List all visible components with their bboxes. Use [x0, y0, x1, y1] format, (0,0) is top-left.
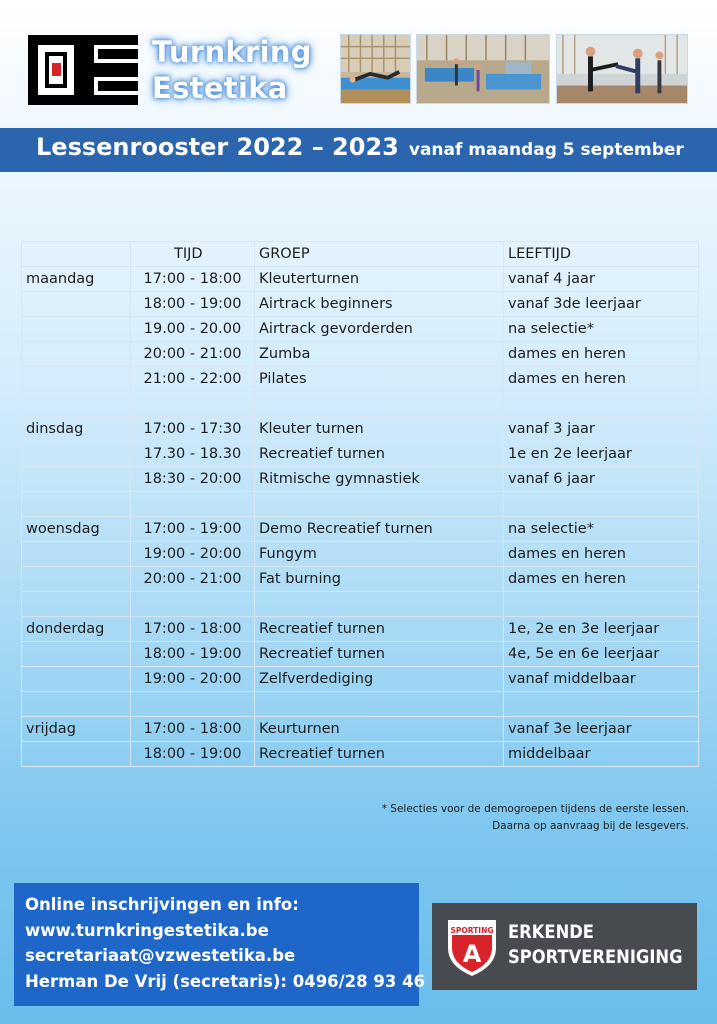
footnote-line2: Daarna op aanvraag bij de lesgevers. [492, 820, 689, 832]
group-cell [255, 692, 504, 717]
time-cell: 18:00 - 19:00 [131, 742, 255, 767]
age-cell [504, 392, 699, 417]
time-cell: 21:00 - 22:00 [131, 367, 255, 392]
day-cell [22, 442, 131, 467]
table-row [22, 517, 699, 542]
day-cell [22, 667, 131, 692]
header-time: TIJD [131, 242, 255, 267]
age-cell: na selectie* [504, 517, 699, 542]
time-cell: 17:00 - 18:00 [131, 617, 255, 642]
age-cell: dames en heren [504, 367, 699, 392]
time-cell: 20:00 - 21:00 [131, 567, 255, 592]
gymnast-on-mat-photo [340, 34, 411, 104]
time-cell: 18:00 - 19:00 [131, 642, 255, 667]
table-row [22, 467, 699, 492]
table-row [22, 492, 699, 517]
table-row [22, 317, 699, 342]
footnote-line1: * Selecties voor de demogroepen tijdens de eerste lessen. [381, 803, 689, 815]
group-cell: Recreatief turnen [255, 742, 504, 767]
group-cell [255, 392, 504, 417]
sporting-a-shield-icon [444, 914, 500, 978]
group-cell: Kleuter turnen [255, 417, 504, 442]
table-row [22, 592, 699, 617]
day-cell [22, 492, 131, 517]
group-cell: Zelfverdediging [255, 667, 504, 692]
table-row [22, 542, 699, 567]
time-cell: 19:00 - 20:00 [131, 667, 255, 692]
club-name-line2: Estetika [152, 71, 288, 105]
day-cell: vrijdag [22, 717, 131, 742]
time-cell [131, 592, 255, 617]
group-cell: Kleuterturnen [255, 267, 504, 292]
day-cell: maandag [22, 267, 131, 292]
club-name-line1: Turnkring [152, 35, 312, 69]
table-row [22, 717, 699, 742]
day-cell [22, 642, 131, 667]
gym-hall-children-photo [416, 34, 550, 104]
recognized-club-badge [432, 903, 697, 990]
group-cell: Fungym [255, 542, 504, 567]
time-cell: 17:00 - 19:00 [131, 517, 255, 542]
header [0, 0, 717, 120]
age-cell: vanaf 3de leerjaar [504, 292, 699, 317]
group-cell: Recreatief turnen [255, 642, 504, 667]
day-cell: woensdag [22, 517, 131, 542]
day-cell [22, 367, 131, 392]
time-cell [131, 692, 255, 717]
secretary-contact: Herman De Vrij (secretaris): 0496/28 93 46 [25, 971, 426, 991]
table-row [22, 292, 699, 317]
day-cell [22, 292, 131, 317]
time-cell: 19.00 - 20.00 [131, 317, 255, 342]
title-bar [0, 128, 717, 172]
time-cell: 17:00 - 18:00 [131, 267, 255, 292]
header-group: GROEP [255, 242, 504, 267]
table-row [22, 692, 699, 717]
header-day [22, 242, 131, 267]
oe-monogram-logo [27, 34, 139, 106]
club-name [152, 34, 312, 106]
table-row [22, 567, 699, 592]
time-cell [131, 492, 255, 517]
schedule-table [21, 241, 699, 767]
table-row [22, 667, 699, 692]
age-cell: vanaf 3 jaar [504, 417, 699, 442]
time-cell: 19:00 - 20:00 [131, 542, 255, 567]
table-row [22, 342, 699, 367]
group-cell [255, 492, 504, 517]
svg-text:A: A [462, 940, 482, 968]
group-cell: Recreatief turnen [255, 442, 504, 467]
time-cell: 20:00 - 21:00 [131, 342, 255, 367]
badge-line1: ERKENDE [508, 921, 594, 943]
table-row [22, 367, 699, 392]
day-cell [22, 567, 131, 592]
time-cell: 17:00 - 18:00 [131, 717, 255, 742]
contact-info-box [14, 883, 426, 1006]
age-cell: dames en heren [504, 542, 699, 567]
group-cell [255, 592, 504, 617]
age-cell: 4e, 5e en 6e leerjaar [504, 642, 699, 667]
table-row [22, 267, 699, 292]
time-cell: 18:00 - 19:00 [131, 292, 255, 317]
age-cell: 1e en 2e leerjaar [504, 442, 699, 467]
table-row [22, 442, 699, 467]
time-cell: 17.30 - 18.30 [131, 442, 255, 467]
group-cell: Airtrack beginners [255, 292, 504, 317]
table-header-row [22, 242, 699, 267]
age-cell [504, 492, 699, 517]
day-cell [22, 392, 131, 417]
age-cell: dames en heren [504, 567, 699, 592]
group-cell: Ritmische gymnastiek [255, 467, 504, 492]
age-cell: vanaf 4 jaar [504, 267, 699, 292]
table-row [22, 742, 699, 767]
age-cell: dames en heren [504, 342, 699, 367]
day-cell [22, 467, 131, 492]
schedule-title: Lessenrooster 2022 – 2023 [36, 133, 399, 161]
header-age: LEEFTIJD [504, 242, 699, 267]
day-cell [22, 742, 131, 767]
badge-text [508, 920, 683, 970]
group-cell: Fat burning [255, 567, 504, 592]
schedule-start-date: vanaf maandag 5 september [408, 140, 684, 160]
day-cell [22, 342, 131, 367]
day-cell [22, 317, 131, 342]
age-cell [504, 692, 699, 717]
group-cell: Demo Recreatief turnen [255, 517, 504, 542]
group-cell: Airtrack gevorderden [255, 317, 504, 342]
day-cell [22, 592, 131, 617]
day-cell [22, 692, 131, 717]
table-row [22, 617, 699, 642]
footnote [382, 801, 689, 835]
age-cell: middelbaar [504, 742, 699, 767]
table-row [22, 417, 699, 442]
info-heading: Online inschrijvingen en info: [25, 895, 299, 914]
age-cell [504, 592, 699, 617]
martial-arts-kick-photo [556, 34, 688, 104]
badge-line2: SPORTVERENIGING [508, 946, 683, 968]
day-cell [22, 542, 131, 567]
time-cell: 17:00 - 17:30 [131, 417, 255, 442]
email-link[interactable]: secretariaat@vzwestetika.be [25, 946, 296, 965]
age-cell: 1e, 2e en 3e leerjaar [504, 617, 699, 642]
table-row [22, 642, 699, 667]
day-cell: donderdag [22, 617, 131, 642]
group-cell: Pilates [255, 367, 504, 392]
age-cell: vanaf middelbaar [504, 667, 699, 692]
group-cell: Recreatief turnen [255, 617, 504, 642]
table-row [22, 392, 699, 417]
svg-text:SPORTING: SPORTING [450, 926, 494, 935]
website-link[interactable]: www.turnkringestetika.be [25, 920, 269, 940]
age-cell: na selectie* [504, 317, 699, 342]
time-cell: 18:30 - 20:00 [131, 467, 255, 492]
group-cell: Zumba [255, 342, 504, 367]
day-cell: dinsdag [22, 417, 131, 442]
age-cell: vanaf 3e leerjaar [504, 717, 699, 742]
time-cell [131, 392, 255, 417]
group-cell: Keurturnen [255, 717, 504, 742]
age-cell: vanaf 6 jaar [504, 467, 699, 492]
